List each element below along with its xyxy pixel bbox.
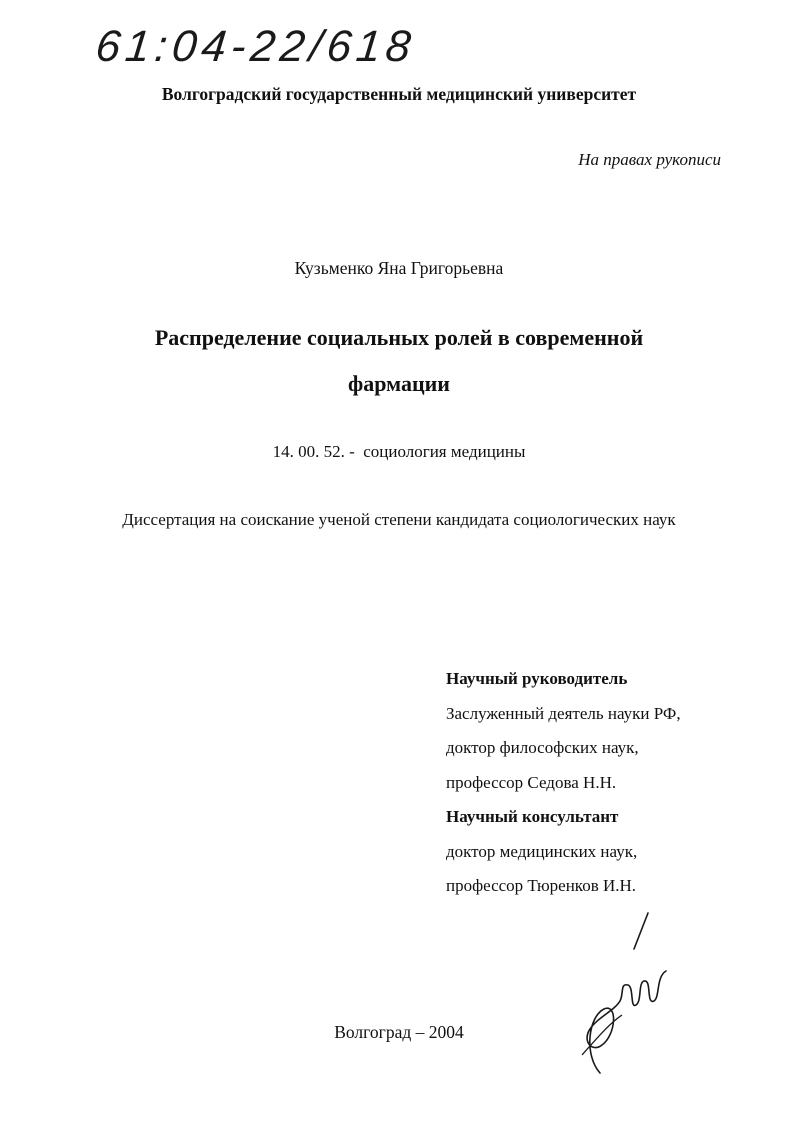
title-line-2: фармации — [348, 371, 450, 396]
specialty-code: 14. 00. 52. - социология медицины — [272, 442, 526, 461]
title-line-1: Распределение социальных ролей в современной — [154, 325, 644, 350]
university-name: Волгоградский государственный медицинский университет — [161, 84, 637, 104]
supervisor-line-2: доктор философских наук, — [446, 738, 639, 757]
city-year: Волгоград – 2004 — [334, 1022, 464, 1042]
archive-number-handwritten: 61:04-22/618 — [93, 22, 418, 71]
consultant-heading: Научный консультант — [446, 807, 619, 826]
consultant-line-1: доктор медицинских наук, — [446, 841, 638, 861]
author-name: Кузьменко Яна Григорьевна — [294, 258, 504, 278]
manuscript-rights-note: На правах рукописи — [578, 150, 721, 169]
signature-stroke-slash — [634, 913, 648, 949]
supervisor-heading: Научный руководитель — [446, 669, 628, 688]
supervisor-line-1: Заслуженный деятель науки РФ, — [446, 703, 681, 723]
supervisors-block — [446, 662, 681, 904]
dissertation-title — [0, 315, 798, 407]
dissertation-degree: Диссертация на соискание ученой степени кандидата социологических наук — [122, 510, 676, 529]
supervisor-line-3: профессор Седова Н.Н. — [446, 772, 617, 792]
consultant-line-2: профессор Тюренков И.Н. — [446, 876, 637, 895]
signature-scribble — [570, 905, 680, 1085]
